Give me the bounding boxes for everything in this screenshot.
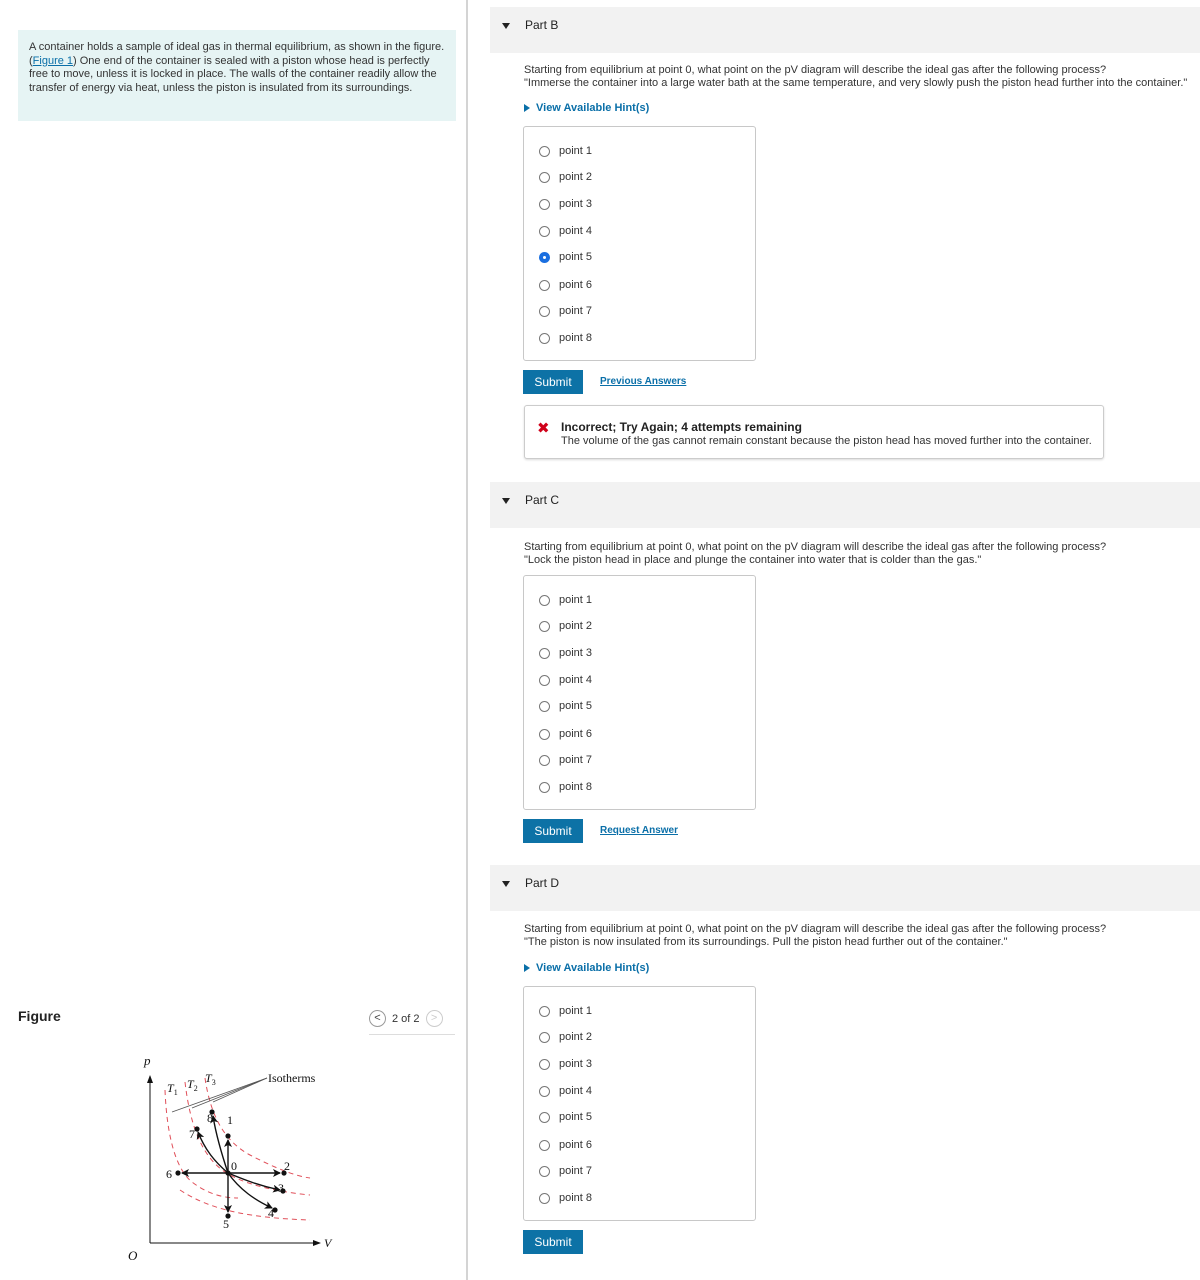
collapse-triangle-icon[interactable]: [502, 881, 510, 887]
intro-text-end: ) One end of the container is sealed with a piston whose head is perfectly free to move, unless it is locked in place. The walls of the container readily allow the transfer of energy via heat, unless the piston is insulated from its surroundings.: [29, 54, 437, 94]
point-8-label: 8: [207, 1111, 213, 1125]
part-b-option-5[interactable]: [539, 249, 592, 265]
part-d-submit-button[interactable]: Submit: [523, 1230, 583, 1254]
t1-label: $T_1$: [167, 1081, 178, 1097]
feedback-text: The volume of the gas cannot remain constant because the piston head has moved further into the container.: [561, 435, 1092, 447]
part-d-title: Part D: [525, 876, 560, 890]
part-d-option-3[interactable]: [539, 1056, 592, 1072]
arrow-to-8: [213, 1116, 228, 1173]
option-label: point 3: [559, 1058, 593, 1070]
expand-triangle-icon: [524, 964, 530, 972]
problem-intro: [18, 30, 456, 121]
radio-button[interactable]: [539, 333, 550, 344]
option-label: point 2: [559, 1031, 593, 1043]
radio-button[interactable]: [539, 1193, 550, 1204]
part-d-question-line1: Starting from equilibrium at point 0, what point on the pV diagram will describe the ideal gas after the following process?: [524, 923, 1107, 935]
option-label: point 7: [559, 1165, 593, 1177]
radio-button[interactable]: [539, 755, 550, 766]
figure-rule: [369, 1034, 455, 1035]
figure-page-indicator: 2 of 2: [392, 1012, 420, 1025]
part-c-options: [523, 575, 756, 810]
radio-button[interactable]: [539, 1166, 550, 1177]
point-4-label: 4: [268, 1206, 274, 1220]
isotherm-lower: [180, 1190, 310, 1220]
option-label: point 2: [559, 171, 593, 183]
next-figure-button[interactable]: >: [426, 1010, 443, 1027]
part-c-option-1[interactable]: [539, 592, 592, 608]
figure-pager: [369, 1010, 443, 1027]
feedback-title: Incorrect; Try Again; 4 attempts remaining: [561, 420, 802, 434]
part-b-option-8[interactable]: [539, 330, 592, 346]
part-b-option-1[interactable]: [539, 143, 592, 159]
part-c-question-line1: Starting from equilibrium at point 0, what point on the pV diagram will describe the ideal gas after the following process?: [524, 541, 1107, 553]
part-b-feedback: [524, 405, 1104, 459]
arrow-to-3: [228, 1173, 280, 1190]
option-label: point 4: [559, 225, 593, 237]
option-label: point 1: [559, 594, 593, 606]
incorrect-x-icon: ✖: [537, 420, 550, 437]
point-7-label: 7: [189, 1127, 195, 1141]
option-label: point 2: [559, 620, 593, 632]
part-b-option-2[interactable]: [539, 169, 592, 185]
radio-button[interactable]: [539, 280, 550, 291]
option-label: point 5: [559, 251, 593, 263]
radio-button[interactable]: [539, 306, 550, 317]
option-label: point 8: [559, 781, 593, 793]
option-label: point 3: [559, 647, 593, 659]
previous-answers-link[interactable]: Previous Answers: [600, 376, 687, 387]
isotherm-t3: [205, 1078, 310, 1178]
part-c-question: [524, 541, 1194, 567]
part-d-option-8[interactable]: [539, 1190, 592, 1206]
part-c-option-8[interactable]: [539, 779, 592, 795]
part-b-title: Part B: [525, 18, 559, 32]
part-c-option-4[interactable]: [539, 672, 592, 688]
figure-1-link[interactable]: Figure 1: [32, 54, 74, 67]
part-d-option-2[interactable]: [539, 1029, 592, 1045]
part-b-question: [524, 64, 1194, 90]
part-b-question-line1: Starting from equilibrium at point 0, what point on the pV diagram will describe the ideal gas after the following process?: [524, 64, 1107, 76]
part-b-option-3[interactable]: [539, 196, 592, 212]
option-label: point 5: [559, 1111, 593, 1123]
callout-line-3: [213, 1078, 267, 1102]
point-6-label: 6: [166, 1167, 172, 1181]
part-d-option-7[interactable]: [539, 1163, 592, 1179]
radio-button[interactable]: [539, 1140, 550, 1151]
point-2-label: 2: [284, 1159, 290, 1173]
part-c-title: Part C: [525, 493, 560, 507]
callout-line-2: [192, 1078, 267, 1108]
option-label: point 8: [559, 1192, 593, 1204]
request-answer-link[interactable]: Request Answer: [600, 825, 678, 836]
point-7-dot: [194, 1126, 199, 1131]
radio-button[interactable]: [539, 648, 550, 659]
part-d-question-line2: "The piston is now insulated from its surroundings. Pull the piston head further out of the container.": [524, 936, 1008, 948]
part-c-submit-button[interactable]: Submit: [523, 819, 583, 843]
arrow-to-4: [228, 1173, 272, 1208]
radio-button[interactable]: [539, 226, 550, 237]
p-axis-label: p: [144, 1053, 151, 1068]
option-label: point 6: [559, 1139, 593, 1151]
part-c-option-3[interactable]: [539, 645, 592, 661]
isotherm-t2: [185, 1082, 310, 1195]
part-c-option-5[interactable]: [539, 698, 592, 714]
part-d-option-1[interactable]: [539, 1003, 592, 1019]
option-label: point 8: [559, 332, 593, 344]
part-b-hint-label: View Available Hint(s): [536, 102, 650, 114]
radio-button[interactable]: [539, 1059, 550, 1070]
radio-button[interactable]: [539, 621, 550, 632]
part-d-hint-label: View Available Hint(s): [536, 962, 650, 974]
point-0-label: 0: [231, 1159, 237, 1173]
radio-button[interactable]: [539, 729, 550, 740]
part-d-header[interactable]: [490, 865, 1200, 911]
intro-text-start: A container holds a sample of ideal gas in thermal equilibrium, as shown in the figure. (: [29, 41, 445, 67]
radio-button[interactable]: [539, 146, 550, 157]
option-label: point 1: [559, 1005, 593, 1017]
part-d-option-5[interactable]: [539, 1109, 592, 1125]
part-b-option-7[interactable]: [539, 303, 592, 319]
radio-button[interactable]: [539, 172, 550, 183]
part-d-options: [523, 986, 756, 1221]
t2-label: $T_2$: [187, 1077, 198, 1093]
part-b-option-4[interactable]: [539, 223, 592, 239]
figure-heading: Figure: [18, 1008, 61, 1024]
collapse-triangle-icon[interactable]: [502, 498, 510, 504]
point-3-label: 3: [278, 1181, 284, 1195]
part-d-question: [524, 923, 1194, 949]
option-label: point 1: [559, 145, 593, 157]
part-d-option-6[interactable]: [539, 1137, 592, 1153]
part-b-hint-toggle[interactable]: [524, 102, 649, 114]
origin-label: O: [128, 1248, 138, 1263]
prev-figure-button[interactable]: <: [369, 1010, 386, 1027]
radio-button[interactable]: [539, 701, 550, 712]
part-d-option-4[interactable]: [539, 1083, 592, 1099]
expand-triangle-icon: [524, 104, 530, 112]
radio-button-selected[interactable]: [539, 252, 550, 263]
isotherms-callout: Isotherms: [268, 1071, 316, 1085]
option-label: point 5: [559, 700, 593, 712]
option-label: point 4: [559, 674, 593, 686]
part-c-option-7[interactable]: [539, 752, 592, 768]
pv-diagram: [110, 1040, 350, 1270]
v-axis-label: V: [324, 1236, 332, 1250]
radio-button[interactable]: [539, 1006, 550, 1017]
option-label: point 4: [559, 1085, 593, 1097]
part-b-header[interactable]: [490, 7, 1200, 53]
radio-button[interactable]: [539, 199, 550, 210]
radio-button[interactable]: [539, 1112, 550, 1123]
arrow-to-7: [198, 1132, 228, 1173]
t3-label: $T_3$: [205, 1071, 216, 1087]
part-c-header[interactable]: [490, 482, 1200, 528]
radio-button[interactable]: [539, 782, 550, 793]
point-0-dot: [225, 1170, 230, 1175]
radio-button[interactable]: [539, 675, 550, 686]
point-6-dot: [175, 1170, 180, 1175]
part-b-submit-button[interactable]: Submit: [523, 370, 583, 394]
radio-button[interactable]: [539, 595, 550, 606]
option-label: point 6: [559, 279, 593, 291]
part-c-option-2[interactable]: [539, 618, 592, 634]
part-b-options: [523, 126, 756, 361]
point-1-label: 1: [227, 1113, 233, 1127]
radio-button[interactable]: [539, 1086, 550, 1097]
part-c-question-line2: "Lock the piston head in place and plunge the container into water that is colder than the gas.": [524, 554, 982, 566]
point-1-dot: [225, 1133, 230, 1138]
part-c-option-6[interactable]: [539, 726, 592, 742]
option-label: point 6: [559, 728, 593, 740]
collapse-triangle-icon[interactable]: [502, 23, 510, 29]
part-d-hint-toggle[interactable]: [524, 962, 649, 974]
pane-divider[interactable]: [466, 0, 468, 1280]
option-label: point 7: [559, 754, 593, 766]
part-b-question-line2: "Immerse the container into a large water bath at the same temperature, and very slowly push the piston head further into the container.": [524, 77, 1188, 89]
part-b-option-6[interactable]: [539, 277, 592, 293]
point-5-label: 5: [223, 1217, 229, 1231]
option-label: point 7: [559, 305, 593, 317]
option-label: point 3: [559, 198, 593, 210]
radio-button[interactable]: [539, 1032, 550, 1043]
